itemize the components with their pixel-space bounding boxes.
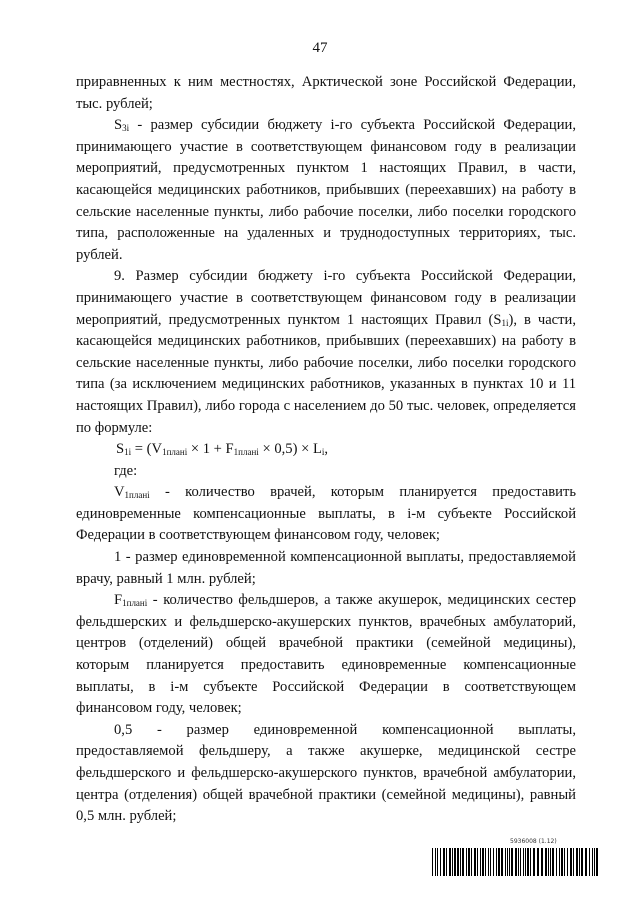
barcode-bar bbox=[581, 848, 583, 876]
barcode-bar bbox=[498, 848, 500, 876]
barcode-bar bbox=[507, 848, 508, 876]
barcode-bar bbox=[462, 848, 464, 876]
barcode-bar bbox=[496, 848, 497, 876]
barcode-bar bbox=[592, 848, 593, 876]
definition-text: - размер субсидии бюджету i-го субъекта Российской Федерации, принимающего участие в соответствующем финансовом году в реализации мероприятий, предусмотренных пунктом 1 настоящих Правил, в части, касающейся медицинских работников, прибывших (переехавших) на работу в сельские населенные пункты, либо рабочие поселки, либо поселки городского типа, расположенные на удаленных и труднодоступных территориях, тыс. рублей. bbox=[76, 117, 576, 263]
barcode-bar bbox=[443, 848, 445, 876]
barcode-bar bbox=[511, 848, 513, 876]
barcode-bar bbox=[488, 848, 489, 876]
barcode-bar bbox=[485, 848, 486, 876]
barcode-bar bbox=[525, 848, 526, 876]
barcode-bar bbox=[585, 848, 587, 876]
paragraph-f-definition: $F_{1плані}$ - количество фельдшеров, а также акушерок, медицинских сестер фельдшерских и фельдшерско-акушерских пунктов, врачебных амбулаторий, центров (отделений) общей врачебной практики (семейной медицины), которым планируется предоставить единовременные компенсационные выплаты, в i-м субъекте Российской Федерации в соответствующем финансовом году, человек; bbox=[76, 592, 576, 717]
barcode-bar bbox=[527, 848, 529, 876]
barcode-bar bbox=[573, 848, 574, 876]
barcode-bar bbox=[523, 848, 524, 876]
barcode-bar bbox=[449, 848, 451, 876]
paragraph-one-definition: 1 - размер единовременной компенсационной выплаты, предоставляемой врачу, равный 1 млн. рублей; bbox=[76, 549, 576, 587]
symbol-s: S bbox=[114, 117, 123, 134]
barcode-bar bbox=[501, 848, 503, 876]
barcode-bar bbox=[435, 848, 436, 876]
symbol-subscript: 1i bbox=[501, 317, 509, 328]
barcode-bar bbox=[559, 848, 560, 876]
paragraph-half-definition: 0,5 - размер единовременной компенсационной выплаты, предоставляемой фельдшеру, а также акушерке, медицинской сестре фельдшерского и фельдшерско-акушерского пунктов, врачебной амбулатории, центра (отделения) общей врачебной практики (семейной медицины), равный 0,5 млн. рублей; bbox=[76, 721, 576, 825]
barcode-bar bbox=[515, 848, 517, 876]
barcode-bar bbox=[567, 848, 568, 876]
barcode-bar bbox=[457, 848, 459, 876]
barcode-bar bbox=[579, 848, 580, 876]
barcode-bar bbox=[561, 848, 563, 876]
item-9-text-a: 9. Размер субсидии бюджету i-го субъекта Российской Федерации, принимающего участие в соответствующем финансовом году в реализации мероприятий, предусмотренных пунктом 1 настоящих Правил (S bbox=[76, 268, 576, 328]
barcode-bar bbox=[564, 848, 565, 876]
barcode-bar bbox=[437, 848, 438, 876]
barcode-bar bbox=[596, 848, 598, 876]
barcode-bar bbox=[482, 848, 484, 876]
formula: $S_{1i} = (V_{1плані} \times 1 + F_{1плані} \times 0,5) \times L_i$, bbox=[116, 441, 329, 458]
barcode-bar bbox=[530, 848, 531, 876]
barcode-bar bbox=[493, 848, 494, 876]
barcode-bar bbox=[446, 848, 447, 876]
barcode-bar bbox=[533, 848, 535, 876]
barcode-bar bbox=[576, 848, 578, 876]
paragraph-continuation: приравненных к ним местностях, Арктической зоне Российской Федерации, тыс. рублей; bbox=[76, 74, 576, 112]
barcode-bar bbox=[589, 848, 590, 876]
barcode-code: 5936008 (1.12) bbox=[510, 838, 557, 845]
barcode-bar bbox=[594, 848, 595, 876]
where-label: где: bbox=[114, 462, 138, 479]
barcode-bar bbox=[556, 848, 557, 876]
symbol-subscript: 3i bbox=[122, 123, 130, 134]
barcode-bar bbox=[466, 848, 467, 876]
barcode-bar bbox=[480, 848, 481, 876]
barcode-graphic bbox=[432, 848, 602, 876]
barcode-bar bbox=[541, 848, 543, 876]
barcode-bar bbox=[570, 848, 572, 876]
barcode-bar bbox=[550, 848, 551, 876]
barcode-bar bbox=[454, 848, 456, 876]
barcode-bar bbox=[520, 848, 521, 876]
barcode-bar bbox=[440, 848, 441, 876]
barcode-bar bbox=[452, 848, 453, 876]
barcode-bar bbox=[505, 848, 506, 876]
barcode-bar bbox=[552, 848, 554, 876]
document-body bbox=[76, 72, 576, 828]
paragraph-s3i-definition bbox=[76, 115, 576, 266]
barcode bbox=[432, 838, 602, 878]
barcode-bar bbox=[548, 848, 549, 876]
barcode-bar bbox=[490, 848, 491, 876]
barcode-bar bbox=[509, 848, 510, 876]
barcode-bar bbox=[471, 848, 472, 876]
page-number: 47 bbox=[312, 40, 328, 56]
barcode-bar bbox=[537, 848, 539, 876]
barcode-bar bbox=[432, 848, 433, 876]
barcode-bar bbox=[468, 848, 470, 876]
barcode-bar bbox=[518, 848, 519, 876]
barcode-bar bbox=[474, 848, 476, 876]
paragraph-item-9 bbox=[76, 266, 576, 439]
barcode-bar bbox=[477, 848, 478, 876]
barcode-bar bbox=[460, 848, 461, 876]
barcode-bar bbox=[545, 848, 547, 876]
paragraph-v-definition: $V_{1плані}$ - количество врачей, которым планируется предоставить единовременные компенсационные выплаты, в i-м субъекте Российской Федерации в соответствующем финансовом году, человек; bbox=[76, 484, 576, 544]
item-9-text-b: ), в части, касающейся медицинских работников, прибывших (переехавших) на работу в сельские населенные пункты, либо рабочие поселки, либо поселки городского типа (за исключением медицинских работников, указанных в пунктах 10 и 11 настоящих Правил), либо города с населением до 50 тыс. человек, определяется по формуле: bbox=[76, 311, 576, 436]
